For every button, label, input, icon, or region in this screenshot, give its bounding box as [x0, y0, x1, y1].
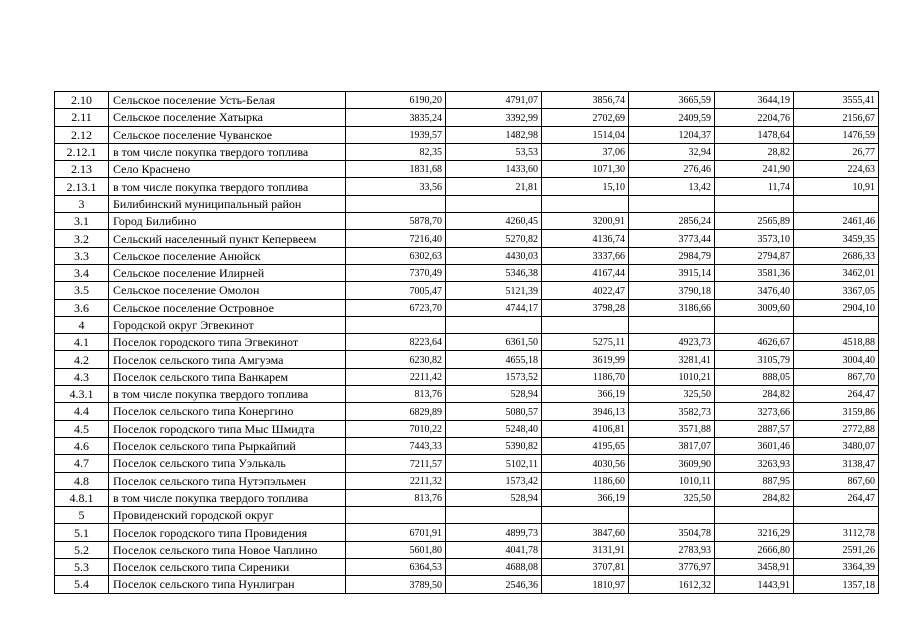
value-cell: 7010,22 — [346, 420, 446, 437]
table-row — [55, 282, 879, 299]
value-cell: 3105,79 — [715, 351, 794, 368]
value-cell: 6829,89 — [346, 403, 446, 420]
row-name-cell: Сельское поселение Анюйск — [109, 247, 346, 264]
value-cell: 1357,18 — [794, 576, 879, 593]
row-name-cell: Городской округ Эгвекинот — [109, 316, 346, 333]
value-cell: 2984,79 — [629, 247, 715, 264]
value-cell: 10,91 — [794, 178, 879, 195]
value-cell: 2409,59 — [629, 109, 715, 126]
table-row — [55, 403, 879, 420]
value-cell: 6190,20 — [346, 92, 446, 109]
row-number-cell: 5.1 — [55, 524, 109, 541]
value-cell: 3504,78 — [629, 524, 715, 541]
value-cell — [446, 507, 542, 524]
value-cell: 3790,18 — [629, 282, 715, 299]
value-cell: 3367,05 — [794, 282, 879, 299]
row-name-cell: Поселок сельского типа Новое Чаплино — [109, 541, 346, 558]
table-row — [55, 541, 879, 558]
value-cell — [346, 316, 446, 333]
value-cell: 2702,69 — [542, 109, 629, 126]
table-row — [55, 143, 879, 160]
row-number-cell: 2.10 — [55, 92, 109, 109]
value-cell: 5601,80 — [346, 541, 446, 558]
row-number-cell: 5.3 — [55, 559, 109, 576]
value-cell: 4626,67 — [715, 334, 794, 351]
row-name-cell: Поселок городского типа Эгвекинот — [109, 334, 346, 351]
value-cell: 366,19 — [542, 386, 629, 403]
value-cell: 3582,73 — [629, 403, 715, 420]
table-row — [55, 559, 879, 576]
value-cell: 3131,91 — [542, 541, 629, 558]
value-cell: 867,70 — [794, 368, 879, 385]
value-cell: 1482,98 — [446, 126, 542, 143]
value-cell: 264,47 — [794, 489, 879, 506]
value-cell: 2461,46 — [794, 213, 879, 230]
value-cell: 3619,99 — [542, 351, 629, 368]
value-cell: 3263,93 — [715, 455, 794, 472]
row-number-cell: 3.2 — [55, 230, 109, 247]
table-row — [55, 386, 879, 403]
value-cell: 5270,82 — [446, 230, 542, 247]
row-number-cell: 3.5 — [55, 282, 109, 299]
value-cell: 5248,40 — [446, 420, 542, 437]
value-cell: 1476,59 — [794, 126, 879, 143]
row-name-cell: Сельское поселение Чуванское — [109, 126, 346, 143]
value-cell: 4136,74 — [542, 230, 629, 247]
value-cell: 2856,24 — [629, 213, 715, 230]
row-name-cell: Сельское поселение Омолон — [109, 282, 346, 299]
row-name-cell: Поселок сельского типа Ванкарем — [109, 368, 346, 385]
value-cell: 6701,91 — [346, 524, 446, 541]
value-cell: 6364,53 — [346, 559, 446, 576]
value-cell — [715, 195, 794, 212]
table-row — [55, 420, 879, 437]
value-cell: 528,94 — [446, 386, 542, 403]
value-cell: 4791,07 — [446, 92, 542, 109]
value-cell: 3773,44 — [629, 230, 715, 247]
value-cell: 4899,73 — [446, 524, 542, 541]
value-cell: 4518,88 — [794, 334, 879, 351]
row-name-cell: Сельское поселение Островное — [109, 299, 346, 316]
value-cell: 528,94 — [446, 489, 542, 506]
value-cell: 4167,44 — [542, 264, 629, 281]
value-cell: 3392,99 — [446, 109, 542, 126]
value-cell — [542, 195, 629, 212]
value-cell: 3644,19 — [715, 92, 794, 109]
table-row — [55, 213, 879, 230]
value-cell: 3707,81 — [542, 559, 629, 576]
value-cell: 3216,29 — [715, 524, 794, 541]
row-number-cell: 4 — [55, 316, 109, 333]
value-cell: 284,82 — [715, 386, 794, 403]
value-cell: 1186,70 — [542, 368, 629, 385]
value-cell: 3847,60 — [542, 524, 629, 541]
value-cell: 1573,52 — [446, 368, 542, 385]
value-cell: 2794,87 — [715, 247, 794, 264]
row-number-cell: 3 — [55, 195, 109, 212]
value-cell: 4195,65 — [542, 437, 629, 454]
value-cell: 3915,14 — [629, 264, 715, 281]
row-name-cell: в том числе покупка твердого топлива — [109, 386, 346, 403]
value-cell: 2772,88 — [794, 420, 879, 437]
table-row — [55, 489, 879, 506]
value-cell: 1443,91 — [715, 576, 794, 593]
value-cell: 4260,45 — [446, 213, 542, 230]
tariff-table — [54, 91, 879, 594]
row-number-cell: 5 — [55, 507, 109, 524]
row-name-cell: Село Краснено — [109, 161, 346, 178]
value-cell: 3601,46 — [715, 437, 794, 454]
row-name-cell: Поселок сельского типа Рыркайпий — [109, 437, 346, 454]
value-cell: 3665,59 — [629, 92, 715, 109]
value-cell: 3856,74 — [542, 92, 629, 109]
row-name-cell: Поселок городского типа Провидения — [109, 524, 346, 541]
value-cell: 1204,37 — [629, 126, 715, 143]
value-cell: 2211,42 — [346, 368, 446, 385]
value-cell: 3273,66 — [715, 403, 794, 420]
value-cell: 5121,39 — [446, 282, 542, 299]
value-cell: 3798,28 — [542, 299, 629, 316]
value-cell: 4106,81 — [542, 420, 629, 437]
value-cell: 1010,11 — [629, 472, 715, 489]
value-cell: 3281,41 — [629, 351, 715, 368]
value-cell: 1939,57 — [346, 126, 446, 143]
row-number-cell: 2.12 — [55, 126, 109, 143]
row-number-cell: 4.3 — [55, 368, 109, 385]
table-row — [55, 264, 879, 281]
row-number-cell: 3.1 — [55, 213, 109, 230]
value-cell: 3337,66 — [542, 247, 629, 264]
value-cell — [542, 507, 629, 524]
value-cell: 2686,33 — [794, 247, 879, 264]
row-name-cell: Билибинский муниципальный район — [109, 195, 346, 212]
value-cell: 2211,32 — [346, 472, 446, 489]
value-cell — [446, 316, 542, 333]
value-cell: 3573,10 — [715, 230, 794, 247]
value-cell: 813,76 — [346, 386, 446, 403]
row-number-cell: 4.4 — [55, 403, 109, 420]
value-cell: 2666,80 — [715, 541, 794, 558]
value-cell: 28,82 — [715, 143, 794, 160]
value-cell: 4688,08 — [446, 559, 542, 576]
value-cell: 4430,03 — [446, 247, 542, 264]
value-cell: 1433,60 — [446, 161, 542, 178]
value-cell — [542, 316, 629, 333]
value-cell: 2204,76 — [715, 109, 794, 126]
value-cell: 1478,64 — [715, 126, 794, 143]
value-cell: 82,35 — [346, 143, 446, 160]
row-number-cell: 4.1 — [55, 334, 109, 351]
value-cell: 4744,17 — [446, 299, 542, 316]
table-row — [55, 92, 879, 109]
value-cell: 3004,40 — [794, 351, 879, 368]
table-row — [55, 178, 879, 195]
value-cell: 1810,97 — [542, 576, 629, 593]
row-name-cell: Поселок сельского типа Нунлигран — [109, 576, 346, 593]
row-number-cell: 4.6 — [55, 437, 109, 454]
value-cell: 6302,63 — [346, 247, 446, 264]
row-name-cell: Поселок сельского типа Амгуэма — [109, 351, 346, 368]
value-cell: 7370,49 — [346, 264, 446, 281]
value-cell: 3835,24 — [346, 109, 446, 126]
table-row — [55, 230, 879, 247]
value-cell: 3609,90 — [629, 455, 715, 472]
value-cell: 5390,82 — [446, 437, 542, 454]
value-cell: 284,82 — [715, 489, 794, 506]
value-cell: 15,10 — [542, 178, 629, 195]
value-cell: 5275,11 — [542, 334, 629, 351]
value-cell: 888,05 — [715, 368, 794, 385]
row-number-cell: 4.2 — [55, 351, 109, 368]
value-cell — [629, 316, 715, 333]
row-number-cell: 3.3 — [55, 247, 109, 264]
value-cell: 37,06 — [542, 143, 629, 160]
value-cell: 33,56 — [346, 178, 446, 195]
row-name-cell: в том числе покупка твердого топлива — [109, 178, 346, 195]
value-cell: 1071,30 — [542, 161, 629, 178]
row-name-cell: Поселок сельского типа Конергино — [109, 403, 346, 420]
value-cell: 21,81 — [446, 178, 542, 195]
value-cell: 325,50 — [629, 489, 715, 506]
value-cell: 3789,50 — [346, 576, 446, 593]
value-cell: 2591,26 — [794, 541, 879, 558]
row-name-cell: в том числе покупка твердого топлива — [109, 489, 346, 506]
table-row — [55, 368, 879, 385]
value-cell: 3946,13 — [542, 403, 629, 420]
table-row — [55, 109, 879, 126]
row-number-cell: 3.4 — [55, 264, 109, 281]
table-row — [55, 576, 879, 593]
value-cell — [346, 195, 446, 212]
row-number-cell: 2.13.1 — [55, 178, 109, 195]
value-cell: 4041,78 — [446, 541, 542, 558]
table-row — [55, 437, 879, 454]
table-row — [55, 247, 879, 264]
value-cell: 3462,01 — [794, 264, 879, 281]
value-cell: 2783,93 — [629, 541, 715, 558]
value-cell: 3776,97 — [629, 559, 715, 576]
row-name-cell: Город Билибино — [109, 213, 346, 230]
row-name-cell: Сельское поселение Илирней — [109, 264, 346, 281]
value-cell: 5080,57 — [446, 403, 542, 420]
row-name-cell: в том числе покупка твердого топлива — [109, 143, 346, 160]
value-cell: 1573,42 — [446, 472, 542, 489]
value-cell: 6723,70 — [346, 299, 446, 316]
row-number-cell: 2.13 — [55, 161, 109, 178]
value-cell: 3817,07 — [629, 437, 715, 454]
value-cell: 813,76 — [346, 489, 446, 506]
value-cell: 4923,73 — [629, 334, 715, 351]
value-cell — [715, 316, 794, 333]
value-cell: 6361,50 — [446, 334, 542, 351]
value-cell — [346, 507, 446, 524]
value-cell: 7216,40 — [346, 230, 446, 247]
table-row — [55, 299, 879, 316]
value-cell: 3009,60 — [715, 299, 794, 316]
value-cell: 2887,57 — [715, 420, 794, 437]
table-row — [55, 334, 879, 351]
value-cell: 3364,39 — [794, 559, 879, 576]
value-cell: 887,95 — [715, 472, 794, 489]
value-cell: 3159,86 — [794, 403, 879, 420]
value-cell: 3458,91 — [715, 559, 794, 576]
table-row — [55, 455, 879, 472]
value-cell: 224,63 — [794, 161, 879, 178]
value-cell: 1186,60 — [542, 472, 629, 489]
value-cell: 3200,91 — [542, 213, 629, 230]
row-name-cell: Провиденский городской округ — [109, 507, 346, 524]
row-name-cell: Поселок сельского типа Уэлькаль — [109, 455, 346, 472]
value-cell: 53,53 — [446, 143, 542, 160]
row-number-cell: 4.8 — [55, 472, 109, 489]
value-cell: 1010,21 — [629, 368, 715, 385]
value-cell: 325,50 — [629, 386, 715, 403]
table-row — [55, 472, 879, 489]
table-row — [55, 161, 879, 178]
value-cell — [794, 316, 879, 333]
table-row — [55, 195, 879, 212]
value-cell: 867,60 — [794, 472, 879, 489]
value-cell: 8223,64 — [346, 334, 446, 351]
value-cell — [629, 195, 715, 212]
value-cell: 3571,88 — [629, 420, 715, 437]
table-row — [55, 316, 879, 333]
row-number-cell: 3.6 — [55, 299, 109, 316]
value-cell: 3581,36 — [715, 264, 794, 281]
value-cell: 2565,89 — [715, 213, 794, 230]
row-number-cell: 2.12.1 — [55, 143, 109, 160]
row-name-cell: Поселок сельского типа Нутэпэльмен — [109, 472, 346, 489]
value-cell: 1831,68 — [346, 161, 446, 178]
row-name-cell: Поселок городского типа Мыс Шмидта — [109, 420, 346, 437]
value-cell: 4022,47 — [542, 282, 629, 299]
value-cell: 7211,57 — [346, 455, 446, 472]
value-cell: 5102,11 — [446, 455, 542, 472]
row-number-cell: 4.8.1 — [55, 489, 109, 506]
table-row — [55, 351, 879, 368]
value-cell — [446, 195, 542, 212]
row-name-cell: Сельский населенный пункт Кепервеем — [109, 230, 346, 247]
value-cell: 11,74 — [715, 178, 794, 195]
value-cell: 1612,32 — [629, 576, 715, 593]
value-cell: 26,77 — [794, 143, 879, 160]
value-cell: 3476,40 — [715, 282, 794, 299]
value-cell: 241,90 — [715, 161, 794, 178]
value-cell: 13,42 — [629, 178, 715, 195]
value-cell: 2156,67 — [794, 109, 879, 126]
value-cell: 1514,04 — [542, 126, 629, 143]
value-cell — [794, 507, 879, 524]
row-number-cell: 2.11 — [55, 109, 109, 126]
table-row — [55, 507, 879, 524]
value-cell: 3459,35 — [794, 230, 879, 247]
row-name-cell: Поселок сельского типа Сиреники — [109, 559, 346, 576]
table-row — [55, 524, 879, 541]
value-cell: 7005,47 — [346, 282, 446, 299]
table-row — [55, 126, 879, 143]
row-name-cell: Сельское поселение Усть-Белая — [109, 92, 346, 109]
value-cell: 6230,82 — [346, 351, 446, 368]
value-cell: 2904,10 — [794, 299, 879, 316]
row-name-cell: Сельское поселение Хатырка — [109, 109, 346, 126]
table-body — [55, 92, 879, 594]
value-cell: 32,94 — [629, 143, 715, 160]
value-cell: 3186,66 — [629, 299, 715, 316]
row-number-cell: 5.4 — [55, 576, 109, 593]
value-cell: 3480,07 — [794, 437, 879, 454]
value-cell: 4655,18 — [446, 351, 542, 368]
value-cell: 3112,78 — [794, 524, 879, 541]
value-cell: 4030,56 — [542, 455, 629, 472]
value-cell — [629, 507, 715, 524]
row-number-cell: 4.3.1 — [55, 386, 109, 403]
value-cell — [715, 507, 794, 524]
row-number-cell: 5.2 — [55, 541, 109, 558]
value-cell: 276,46 — [629, 161, 715, 178]
row-number-cell: 4.7 — [55, 455, 109, 472]
value-cell: 2546,36 — [446, 576, 542, 593]
value-cell: 366,19 — [542, 489, 629, 506]
value-cell: 5878,70 — [346, 213, 446, 230]
value-cell: 264,47 — [794, 386, 879, 403]
row-number-cell: 4.5 — [55, 420, 109, 437]
value-cell: 3138,47 — [794, 455, 879, 472]
value-cell: 5346,38 — [446, 264, 542, 281]
value-cell: 7443,33 — [346, 437, 446, 454]
value-cell — [794, 195, 879, 212]
value-cell: 3555,41 — [794, 92, 879, 109]
